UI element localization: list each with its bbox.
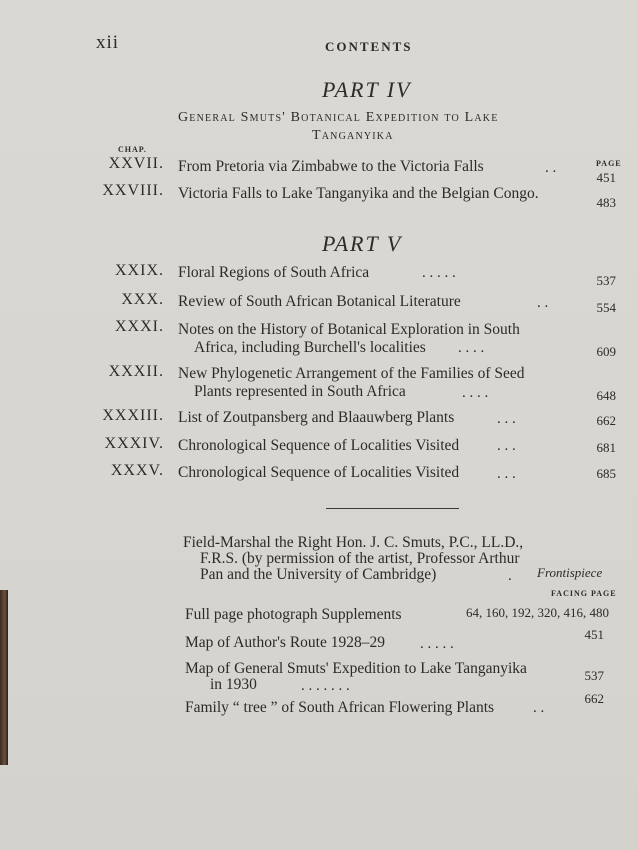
chapter-number: XXIX. xyxy=(115,262,164,279)
illustration-pages: 64, 160, 192, 320, 416, 480 xyxy=(466,605,609,620)
chapter-title: Victoria Falls to Lake Tanganyika and the Belgian Congo. xyxy=(178,185,539,202)
chapter-number: XXXV. xyxy=(110,462,164,479)
chapter-title: Chronological Sequence of Localities Visited xyxy=(178,437,460,454)
part-iv-subtitle-line2: Tanganyika xyxy=(312,128,394,143)
chapter-title-line1: Notes on the History of Botanical Exploration in South xyxy=(178,321,520,338)
chapter-title: List of Zoutpansberg and Blaauwberg Plants xyxy=(178,409,455,426)
chapter-title-line2: Plants represented in South Africa xyxy=(194,383,406,400)
chapter-title: Review of South African Botanical Literature xyxy=(178,293,461,310)
folio-number: xii xyxy=(96,32,120,53)
leader-dots: . . . . . xyxy=(422,265,456,281)
illustration-title-line2: in 1930 xyxy=(210,676,257,693)
chapter-page: 554 xyxy=(596,300,616,315)
book-binding-edge xyxy=(0,590,8,765)
frontispiece-caption-line2: F.R.S. (by permission of the artist, Professor Arthur xyxy=(200,550,520,567)
chapter-title: Floral Regions of South Africa xyxy=(178,264,370,281)
frontispiece-label: Frontispiece xyxy=(537,565,603,580)
chapter-number: XXXII. xyxy=(108,363,164,380)
chapter-page: 648 xyxy=(596,388,616,403)
chapter-number: XXX. xyxy=(121,291,164,308)
chapter-title-line1: New Phylogenetic Arrangement of the Families of Seed xyxy=(178,365,525,382)
leader-dots: . . . xyxy=(497,466,516,482)
part-v-heading: PART V xyxy=(322,231,403,256)
leader-dots: . . . . xyxy=(458,340,485,356)
leader-dots: . xyxy=(508,568,512,584)
illustration-title: Map of Author's Route 1928–29 xyxy=(185,634,385,651)
chapter-number: XXXI. xyxy=(115,318,164,335)
illustration-title: Full page photograph Supplements xyxy=(185,606,402,623)
chapter-page: 537 xyxy=(596,273,616,288)
leader-dots: . . . xyxy=(497,411,516,427)
chapter-page: 662 xyxy=(596,413,616,428)
frontispiece-caption-line3: Pan and the University of Cambridge) xyxy=(200,566,437,583)
illustration-title-line1: Map of General Smuts' Expedition to Lake Tanganyika xyxy=(185,660,527,677)
illustration-title: Family “ tree ” of South African Flowering Plants xyxy=(185,699,495,716)
leader-dots: . . xyxy=(533,700,545,716)
chapter-title-line2: Africa, including Burchell's localities xyxy=(194,339,426,356)
part-iv-heading: PART IV xyxy=(322,77,412,102)
leader-dots: . . . . . xyxy=(420,636,454,652)
chapter-number: XXVIII. xyxy=(102,182,164,199)
page-column-label: PAGE xyxy=(596,159,622,168)
part-iv-subtitle-line1: General Smuts' Botanical Expedition to Lake xyxy=(178,110,499,125)
running-head: CONTENTS xyxy=(325,39,413,54)
leader-dots: . . . xyxy=(497,438,516,454)
leader-dots: . . . . . . . xyxy=(301,678,350,694)
illustration-page: 537 xyxy=(584,668,604,683)
facing-page-column-label: FACING PAGE xyxy=(551,589,617,598)
leader-dots: . . xyxy=(537,295,549,311)
chapter-number: XXVII. xyxy=(108,155,164,172)
leader-dots: . . . . xyxy=(462,385,489,401)
chapter-number: XXXIV. xyxy=(104,435,164,452)
chapter-title: Chronological Sequence of Localities Visited xyxy=(178,464,460,481)
illustration-page: 662 xyxy=(584,691,604,706)
chapter-page: 681 xyxy=(596,440,616,455)
chapter-page: 451 xyxy=(596,170,616,185)
chapter-page: 483 xyxy=(596,195,616,210)
chapter-page: 685 xyxy=(596,466,616,481)
leader-dots: . . xyxy=(545,160,557,176)
chapter-page: 609 xyxy=(596,344,616,359)
frontispiece-caption-line1: Field-Marshal the Right Hon. J. C. Smuts, P.C., LL.D., xyxy=(183,534,524,551)
section-divider xyxy=(326,508,459,509)
chapter-title: From Pretoria via Zimbabwe to the Victoria Falls xyxy=(178,158,484,175)
chap-column-label: CHAP. xyxy=(118,145,147,154)
chapter-number: XXXIII. xyxy=(102,407,164,424)
illustration-page: 451 xyxy=(584,627,604,642)
